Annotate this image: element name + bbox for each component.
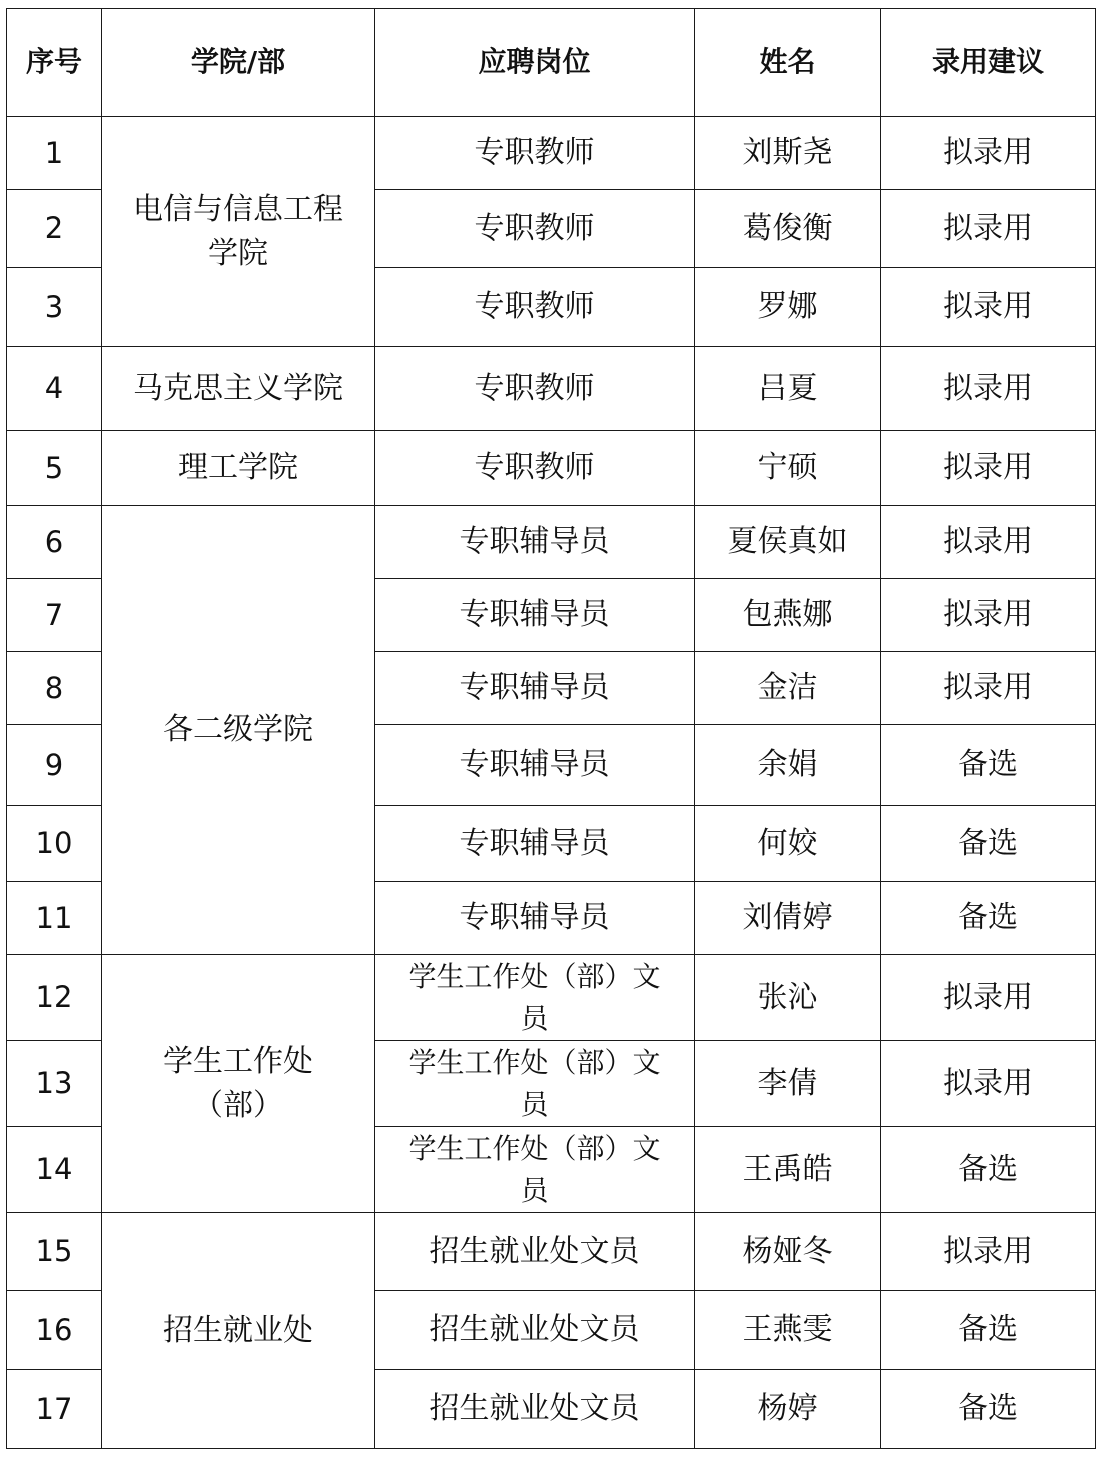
position-cell: 专职辅导员 (375, 506, 695, 579)
name-cell: 何姣 (695, 806, 881, 882)
suggestion-cell: 拟录用 (881, 431, 1096, 506)
table-row (7, 117, 1096, 190)
position-cell: 专职教师 (375, 431, 695, 506)
suggestion-cell: 拟录用 (881, 506, 1096, 579)
hiring-table (6, 8, 1096, 1449)
table-row (7, 1213, 1096, 1291)
name-cell: 包燕娜 (695, 579, 881, 652)
position-cell: 招生就业处文员 (375, 1291, 695, 1370)
row-no: 12 (7, 955, 102, 1041)
row-no: 8 (7, 652, 102, 725)
suggestion-cell: 备选 (881, 725, 1096, 806)
name-cell: 王禹皓 (695, 1127, 881, 1213)
header-position: 应聘岗位 (375, 9, 695, 117)
row-no: 2 (7, 190, 102, 268)
dept-cell: 马克思主义学院 (102, 347, 375, 431)
position-cell: 专职辅导员 (375, 579, 695, 652)
suggestion-cell: 备选 (881, 882, 1096, 955)
suggestion-cell: 拟录用 (881, 347, 1096, 431)
suggestion-cell: 拟录用 (881, 652, 1096, 725)
position-cell: 招生就业处文员 (375, 1213, 695, 1291)
position-cell: 学生工作处（部）文员 (375, 955, 695, 1041)
table-row (7, 431, 1096, 506)
suggestion-cell: 拟录用 (881, 190, 1096, 268)
row-no: 13 (7, 1041, 102, 1127)
header-suggestion: 录用建议 (881, 9, 1096, 117)
position-cell: 学生工作处（部）文员 (375, 1041, 695, 1127)
dept-cell: 理工学院 (102, 431, 375, 506)
row-no: 10 (7, 806, 102, 882)
suggestion-cell: 拟录用 (881, 268, 1096, 347)
name-cell: 张沁 (695, 955, 881, 1041)
suggestion-cell: 拟录用 (881, 1213, 1096, 1291)
position-cell: 专职教师 (375, 117, 695, 190)
position-cell: 专职教师 (375, 347, 695, 431)
row-no: 5 (7, 431, 102, 506)
name-cell: 葛俊衡 (695, 190, 881, 268)
name-cell: 刘倩婷 (695, 882, 881, 955)
header-name: 姓名 (695, 9, 881, 117)
position-cell: 专职辅导员 (375, 882, 695, 955)
name-cell: 刘斯尧 (695, 117, 881, 190)
table-row (7, 506, 1096, 579)
table-row (7, 347, 1096, 431)
row-no: 3 (7, 268, 102, 347)
name-cell: 王燕雯 (695, 1291, 881, 1370)
position-cell: 招生就业处文员 (375, 1370, 695, 1449)
suggestion-cell: 备选 (881, 1370, 1096, 1449)
suggestion-cell: 备选 (881, 806, 1096, 882)
row-no: 7 (7, 579, 102, 652)
row-no: 16 (7, 1291, 102, 1370)
row-no: 11 (7, 882, 102, 955)
row-no: 4 (7, 347, 102, 431)
dept-cell: 学生工作处（部） (102, 955, 375, 1213)
suggestion-cell: 备选 (881, 1127, 1096, 1213)
name-cell: 罗娜 (695, 268, 881, 347)
suggestion-cell: 拟录用 (881, 955, 1096, 1041)
dept-cell: 招生就业处 (102, 1213, 375, 1449)
position-cell: 专职辅导员 (375, 652, 695, 725)
name-cell: 夏侯真如 (695, 506, 881, 579)
name-cell: 杨娅冬 (695, 1213, 881, 1291)
suggestion-cell: 备选 (881, 1291, 1096, 1370)
row-no: 17 (7, 1370, 102, 1449)
row-no: 6 (7, 506, 102, 579)
dept-cell: 各二级学院 (102, 506, 375, 955)
row-no: 15 (7, 1213, 102, 1291)
position-cell: 学生工作处（部）文员 (375, 1127, 695, 1213)
suggestion-cell: 拟录用 (881, 117, 1096, 190)
name-cell: 金洁 (695, 652, 881, 725)
position-cell: 专职辅导员 (375, 725, 695, 806)
row-no: 1 (7, 117, 102, 190)
position-cell: 专职辅导员 (375, 806, 695, 882)
row-no: 14 (7, 1127, 102, 1213)
table-row (7, 955, 1096, 1041)
header-row (7, 9, 1096, 117)
header-no: 序号 (7, 9, 102, 117)
dept-cell: 电信与信息工程学院 (102, 117, 375, 347)
row-no: 9 (7, 725, 102, 806)
name-cell: 杨婷 (695, 1370, 881, 1449)
position-cell: 专职教师 (375, 190, 695, 268)
header-dept: 学院/部 (102, 9, 375, 117)
name-cell: 吕夏 (695, 347, 881, 431)
name-cell: 李倩 (695, 1041, 881, 1127)
suggestion-cell: 拟录用 (881, 579, 1096, 652)
name-cell: 余娟 (695, 725, 881, 806)
position-cell: 专职教师 (375, 268, 695, 347)
name-cell: 宁硕 (695, 431, 881, 506)
suggestion-cell: 拟录用 (881, 1041, 1096, 1127)
